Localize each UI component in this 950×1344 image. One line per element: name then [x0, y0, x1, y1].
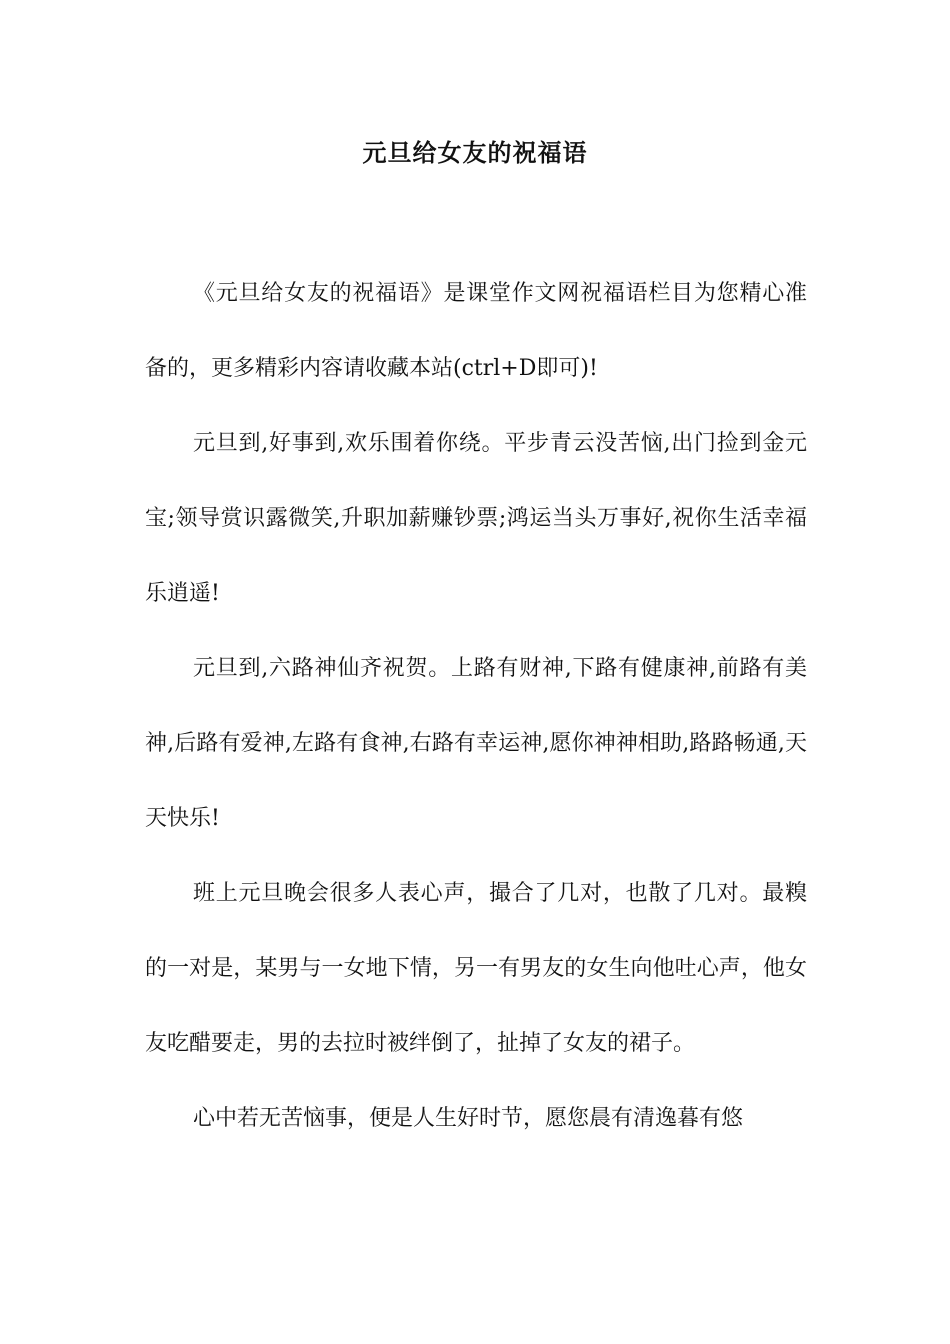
document-title: 元旦给女友的祝福语: [362, 138, 588, 167]
paragraph-blessing-1: 元旦到,好事到,欢乐围着你绕。平步青云没苦恼,出门捡到金元宝;领导赏识露微笑,升职加薪赚钞票;鸿运当头万事好,祝你生活幸福乐逍遥!: [145, 431, 807, 606]
paragraph-blessing-3: 心中若无苦恼事，便是人生好时节，愿您晨有清逸暮有悠: [193, 1106, 744, 1131]
paragraph-blessing-2: 元旦到,六路神仙齐祝贺。上路有财神,下路有健康神,前路有美神,后路有爱神,左路有食神,右路有幸运神,愿你神神相助,路路畅通,天天快乐!: [145, 656, 807, 831]
document-body: [145, 256, 807, 1156]
paragraph-intro: 《元旦给女友的祝福语》是课堂作文网祝福语栏目为您精心准备的，更多精彩内容请收藏本站(ctrl+D即可)!: [145, 281, 807, 381]
paragraph-anecdote: 班上元旦晚会很多人表心声，撮合了几对，也散了几对。最糗的一对是，某男与一女地下情，另一有男友的女生向他吐心声，他女友吃醋要走，男的去拉时被绊倒了，扯掉了女友的裙子。: [145, 881, 807, 1056]
